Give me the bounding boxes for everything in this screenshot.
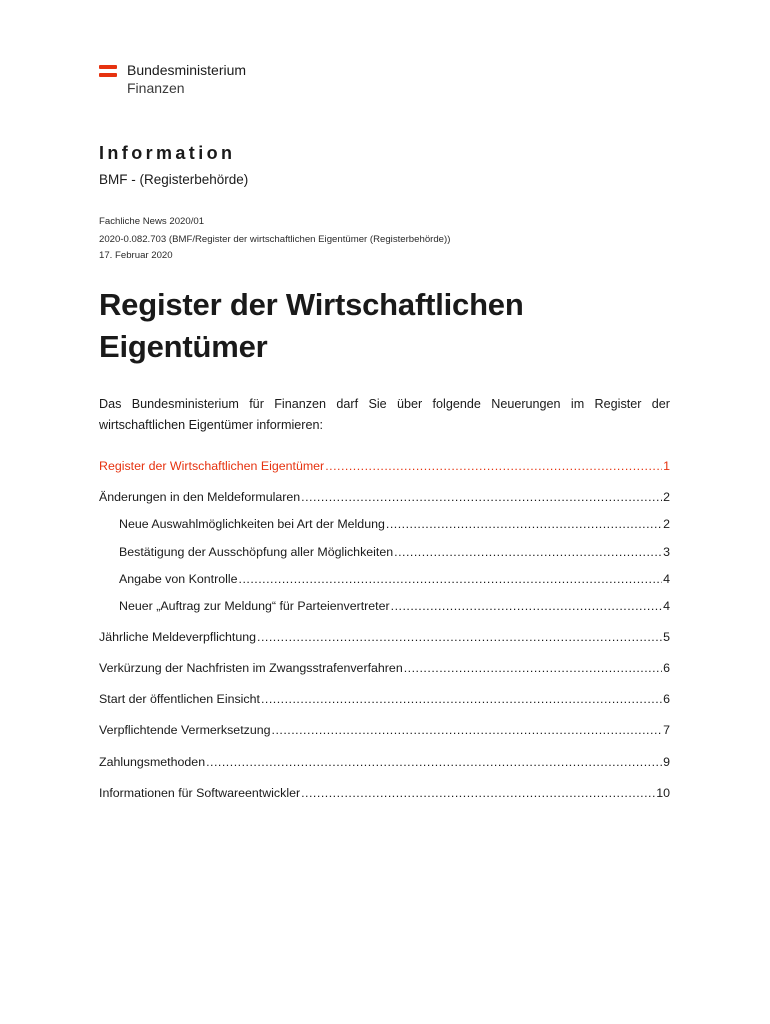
toc-label: Jährliche Meldeverpflichtung (99, 630, 257, 644)
toc-entry[interactable] (99, 630, 670, 648)
toc-leader (394, 545, 662, 559)
toc-page-number: 4 (663, 572, 670, 586)
toc-entry[interactable] (119, 572, 670, 590)
toc-page-number: 6 (663, 692, 670, 706)
toc-entry[interactable] (99, 692, 670, 710)
toc-label: Register der Wirtschaftlichen Eigentümer (99, 459, 325, 473)
toc-label: Verkürzung der Nachfristen im Zwangsstrafenverfahren (99, 661, 403, 675)
toc-page-number: 2 (663, 490, 670, 504)
toc-entry[interactable] (119, 517, 670, 535)
toc-entry[interactable] (99, 459, 670, 477)
toc-entry[interactable] (99, 661, 670, 679)
toc-leader (301, 786, 655, 800)
toc-page-number: 3 (663, 545, 670, 559)
toc-page-number: 7 (663, 723, 670, 737)
page-title: Register der Wirtschaftlichen Eigentümer (99, 287, 524, 364)
toc-leader (206, 755, 662, 769)
toc-leader (325, 459, 662, 473)
toc-leader (272, 723, 663, 737)
toc-label: Start der öffentlichen Einsicht (99, 692, 260, 706)
reference-number: 2020-0.082.703 (BMF/Register der wirtschaftlichen Eigentümer (Registerbehörde)) (99, 234, 451, 245)
toc-entry[interactable] (99, 723, 670, 741)
toc-entry[interactable] (119, 545, 670, 563)
issuer-subtitle: BMF - (Registerbehörde) (99, 172, 249, 187)
toc-page-number: 1 (663, 459, 670, 473)
toc-page-number: 10 (656, 786, 670, 800)
toc-entry[interactable] (99, 490, 670, 508)
document-date: 17. Februar 2020 (99, 250, 173, 261)
logo-line-2: Finanzen (127, 80, 185, 96)
toc-leader (257, 630, 662, 644)
toc-label: Zahlungsmethoden (99, 755, 206, 769)
austria-flag-icon (99, 65, 117, 77)
toc-page-number: 5 (663, 630, 670, 644)
toc-page-number: 4 (663, 599, 670, 613)
toc-entry[interactable] (99, 755, 670, 773)
logo-line-1: Bundesministerium (127, 62, 247, 78)
toc-leader (239, 572, 663, 586)
toc-label: Bestätigung der Ausschöpfung aller Möglichkeiten (119, 545, 394, 559)
news-number: Fachliche News 2020/01 (99, 216, 205, 227)
toc-leader (404, 661, 662, 675)
toc-label: Neue Auswahlmöglichkeiten bei Art der Meldung (119, 517, 385, 531)
toc-leader (301, 490, 662, 504)
toc-label: Neuer „Auftrag zur Meldung“ für Parteienvertreter (119, 599, 390, 613)
toc-leader (386, 517, 662, 531)
toc-label: Angabe von Kontrolle (119, 572, 238, 586)
toc-label: Änderungen in den Meldeformularen (99, 490, 301, 504)
toc-page-number: 9 (663, 755, 670, 769)
toc-entry[interactable] (99, 786, 670, 804)
intro-paragraph: Das Bundesministerium für Finanzen darf Sie über folgende Neuerungen im Register der wirtschaftlichen Eigentümer informieren: (99, 397, 670, 432)
toc-label: Informationen für Softwareentwickler (99, 786, 301, 800)
toc-page-number: 2 (663, 517, 670, 531)
toc-leader (261, 692, 662, 706)
toc-label: Verpflichtende Vermerksetzung (99, 723, 271, 737)
toc-leader (391, 599, 662, 613)
toc-entry[interactable] (119, 599, 670, 617)
toc-page-number: 6 (663, 661, 670, 675)
document-type-heading: Information (99, 143, 236, 163)
